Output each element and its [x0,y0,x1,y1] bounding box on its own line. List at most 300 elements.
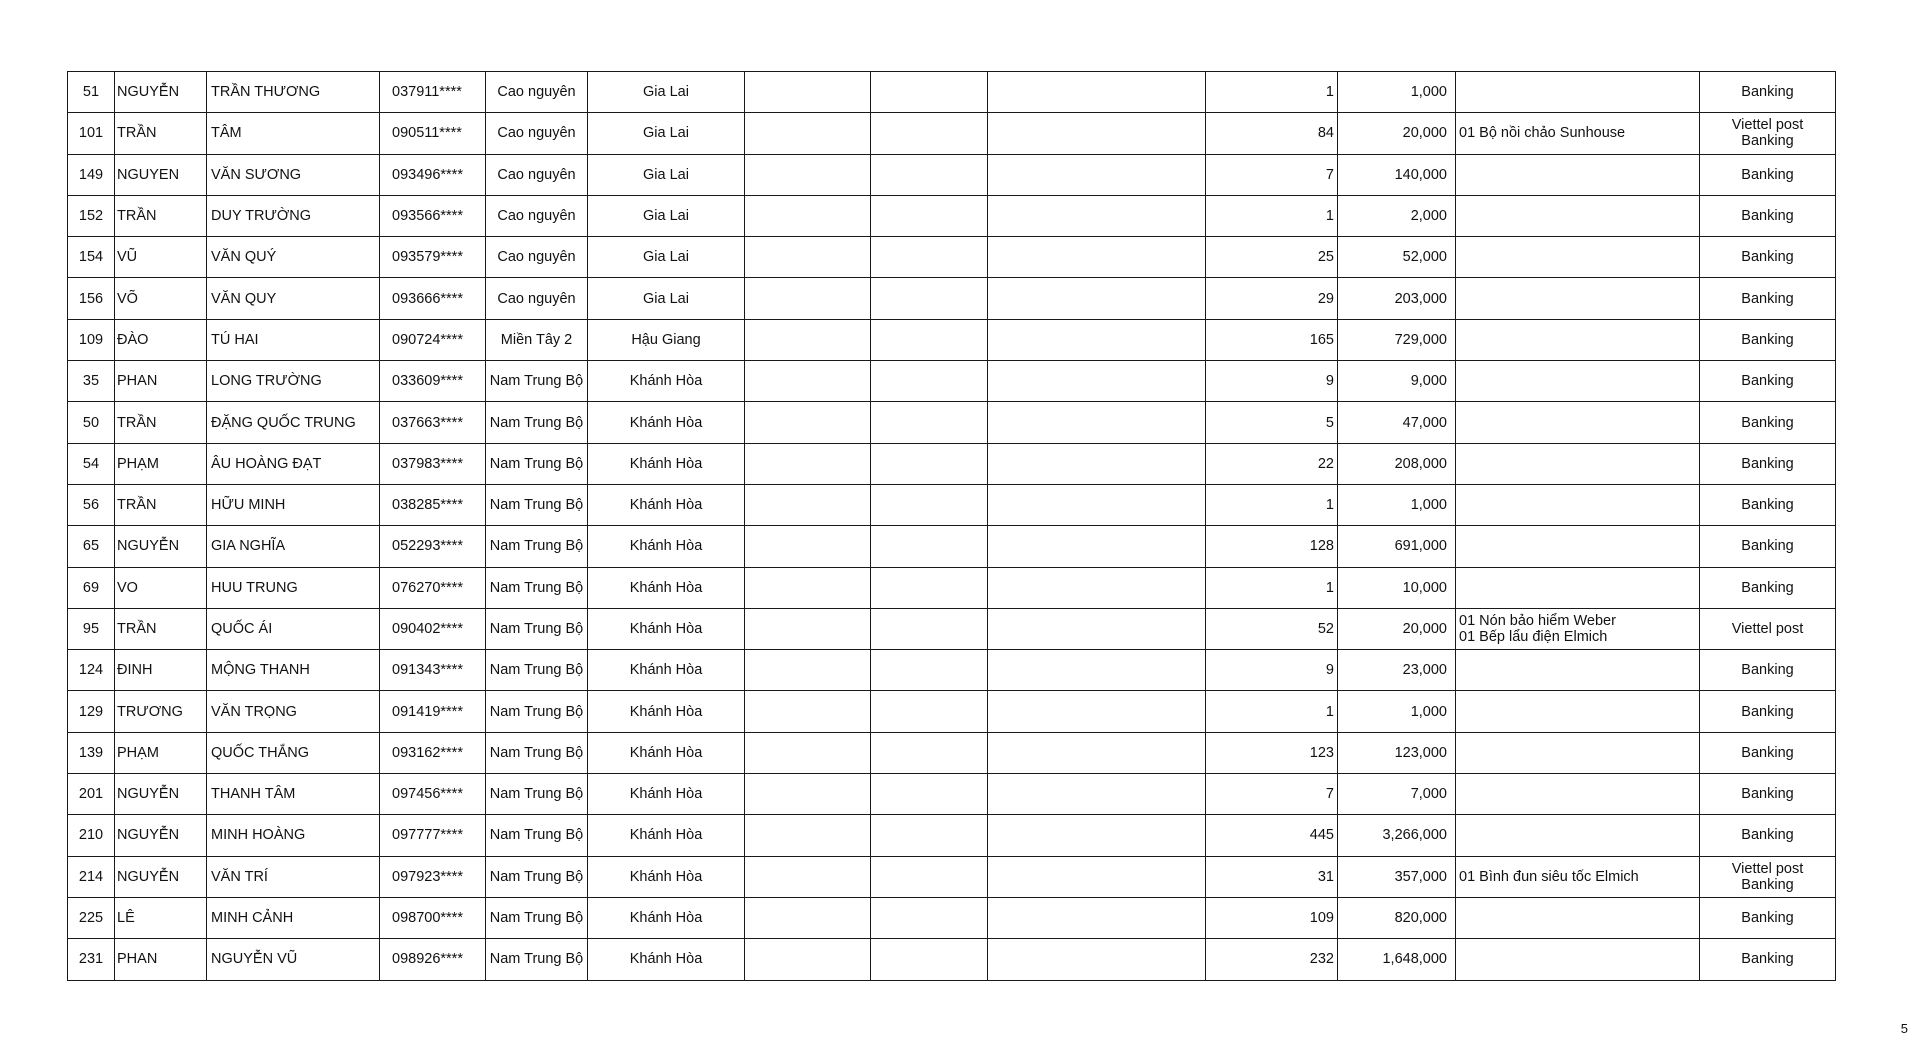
payment-method-cell [1700,608,1836,649]
first-name-cell: VĂN TRÍ [207,856,380,897]
amount-cell: 123,000 [1338,732,1456,773]
quantity-cell: 232 [1206,939,1338,980]
last-name-cell: NGUYỄN [115,856,207,897]
empty-cell-cell [871,567,988,608]
row-index-cell: 69 [68,567,115,608]
empty-cell-cell [988,732,1206,773]
region-cell: Cao nguyên [486,154,588,195]
empty-cell-cell [745,774,871,815]
empty-cell-cell [745,195,871,236]
province-cell: Gia Lai [588,154,745,195]
payment-method-cell [1700,691,1836,732]
empty-cell-cell [745,650,871,691]
row-index-cell: 149 [68,154,115,195]
empty-cell-cell [988,856,1206,897]
payment-line: Banking [1741,290,1794,307]
payment-method-cell [1700,856,1836,897]
gift-cell [1456,72,1700,113]
province-cell: Khánh Hòa [588,608,745,649]
province-cell: Gia Lai [588,72,745,113]
region-cell: Nam Trung Bộ [486,567,588,608]
quantity-cell: 9 [1206,650,1338,691]
payment-line: Viettel post [1731,621,1804,637]
region-cell: Nam Trung Bộ [486,361,588,402]
region-cell: Nam Trung Bộ [486,774,588,815]
empty-cell-cell [988,154,1206,195]
gift-cell [1456,526,1700,567]
region-cell: Nam Trung Bộ [486,443,588,484]
page-number: 5 [1900,1021,1908,1036]
quantity-cell: 5 [1206,402,1338,443]
payment-method-cell [1700,402,1836,443]
row-index-cell: 109 [68,319,115,360]
quantity-cell: 31 [1206,856,1338,897]
empty-cell-cell [988,608,1206,649]
gift-cell [1456,402,1700,443]
province-cell: Khánh Hòa [588,774,745,815]
gift-cell [1456,195,1700,236]
gift-cell [1456,113,1700,154]
payment-method-cell [1700,897,1836,938]
payment-line: Banking [1741,455,1794,472]
first-name-cell: TRẦN THƯƠNG [207,72,380,113]
first-name-cell: MINH HOÀNG [207,815,380,856]
phone-number-cell: 090724**** [380,319,486,360]
empty-cell-cell [871,774,988,815]
payment-method-cell [1700,195,1836,236]
province-cell: Gia Lai [588,195,745,236]
payment-method-cell [1700,526,1836,567]
province-cell: Khánh Hòa [588,815,745,856]
province-cell: Khánh Hòa [588,402,745,443]
row-index-cell: 225 [68,897,115,938]
last-name-cell: VO [115,567,207,608]
last-name-cell: TRẦN [115,113,207,154]
province-cell: Khánh Hòa [588,732,745,773]
empty-cell-cell [871,154,988,195]
region-cell: Nam Trung Bộ [486,939,588,980]
gift-cell [1456,567,1700,608]
table-row [68,278,1836,319]
payment-method-cell [1700,443,1836,484]
payment-method-cell [1700,774,1836,815]
phone-number-cell: 093666**** [380,278,486,319]
empty-cell-cell [871,897,988,938]
table-row [68,567,1836,608]
row-index-cell: 156 [68,278,115,319]
payment-line: Viettel post [1731,117,1804,134]
empty-cell-cell [745,154,871,195]
province-cell: Gia Lai [588,237,745,278]
empty-cell-cell [871,72,988,113]
row-index-cell: 50 [68,402,115,443]
last-name-cell: NGUYEN [115,154,207,195]
quantity-cell: 22 [1206,443,1338,484]
last-name-cell: VÕ [115,278,207,319]
last-name-cell: VŨ [115,237,207,278]
winners-table [67,71,1836,981]
empty-cell-cell [871,278,988,319]
quantity-cell: 445 [1206,815,1338,856]
empty-cell-cell [745,278,871,319]
empty-cell-cell [871,608,988,649]
gift-cell [1456,608,1700,649]
empty-cell-cell [871,195,988,236]
quantity-cell: 25 [1206,237,1338,278]
quantity-cell: 1 [1206,484,1338,525]
province-cell: Khánh Hòa [588,361,745,402]
province-cell: Khánh Hòa [588,443,745,484]
last-name-cell: TRẦN [115,195,207,236]
first-name-cell: NGUYỄN VŨ [207,939,380,980]
amount-cell: 52,000 [1338,237,1456,278]
row-index-cell: 139 [68,732,115,773]
payment-method-cell [1700,650,1836,691]
first-name-cell: VĂN TRỌNG [207,691,380,732]
empty-cell-cell [988,113,1206,154]
payment-line: Banking [1741,910,1794,927]
phone-number-cell: 097777**** [380,815,486,856]
empty-cell-cell [988,484,1206,525]
table-row [68,402,1836,443]
region-cell: Cao nguyên [486,72,588,113]
payment-line: Banking [1741,951,1794,968]
row-index-cell: 124 [68,650,115,691]
empty-cell-cell [988,939,1206,980]
phone-number-cell: 091419**** [380,691,486,732]
empty-cell-cell [745,939,871,980]
gift-line: 01 Bếp lẩu điện Elmich [1459,629,1608,645]
gift-cell [1456,278,1700,319]
amount-cell: 208,000 [1338,443,1456,484]
amount-cell: 1,000 [1338,691,1456,732]
region-cell: Nam Trung Bộ [486,732,588,773]
phone-number-cell: 090402**** [380,608,486,649]
quantity-cell: 52 [1206,608,1338,649]
quantity-cell: 7 [1206,154,1338,195]
empty-cell-cell [745,319,871,360]
empty-cell-cell [871,526,988,567]
amount-cell: 20,000 [1338,608,1456,649]
payment-line: Banking [1741,373,1794,390]
table-row [68,237,1836,278]
table-body [68,72,1836,981]
empty-cell-cell [745,361,871,402]
empty-cell-cell [988,691,1206,732]
table-row [68,443,1836,484]
province-cell: Khánh Hòa [588,856,745,897]
row-index-cell: 54 [68,443,115,484]
gift-line: 01 Bộ nồi chảo Sunhouse [1459,125,1626,142]
first-name-cell: ÂU HOÀNG ĐẠT [207,443,380,484]
phone-number-cell: 097456**** [380,774,486,815]
payment-line: Banking [1741,497,1794,514]
last-name-cell: TRẦN [115,402,207,443]
table-row [68,691,1836,732]
gift-line: 01 Nón bảo hiểm Weber [1459,613,1616,629]
payment-method-cell [1700,154,1836,195]
table-row [68,608,1836,649]
amount-cell: 1,000 [1338,484,1456,525]
amount-cell: 140,000 [1338,154,1456,195]
empty-cell-cell [871,691,988,732]
gift-cell [1456,691,1700,732]
province-cell: Khánh Hòa [588,691,745,732]
last-name-cell: TRƯƠNG [115,691,207,732]
row-index-cell: 56 [68,484,115,525]
payment-line: Banking [1741,84,1794,101]
amount-cell: 7,000 [1338,774,1456,815]
amount-cell: 23,000 [1338,650,1456,691]
table-row [68,939,1836,980]
empty-cell-cell [988,650,1206,691]
table-row [68,361,1836,402]
gift-cell [1456,815,1700,856]
payment-line: Banking [1741,414,1794,431]
empty-cell-cell [988,319,1206,360]
empty-cell-cell [871,939,988,980]
province-cell: Khánh Hòa [588,526,745,567]
payment-method-cell [1700,278,1836,319]
quantity-cell: 109 [1206,897,1338,938]
empty-cell-cell [871,443,988,484]
empty-cell-cell [871,856,988,897]
last-name-cell: ĐÀO [115,319,207,360]
amount-cell: 820,000 [1338,897,1456,938]
table-row [68,484,1836,525]
first-name-cell: TÚ HAI [207,319,380,360]
province-cell: Khánh Hòa [588,939,745,980]
quantity-cell: 1 [1206,691,1338,732]
gift-cell [1456,154,1700,195]
gift-line: 01 Bình đun siêu tốc Elmich [1459,868,1639,885]
amount-cell: 691,000 [1338,526,1456,567]
payment-line: Banking [1741,703,1794,720]
empty-cell-cell [745,526,871,567]
quantity-cell: 1 [1206,567,1338,608]
table-row [68,113,1836,154]
row-index-cell: 35 [68,361,115,402]
quantity-cell: 9 [1206,361,1338,402]
quantity-cell: 123 [1206,732,1338,773]
last-name-cell: PHẠM [115,443,207,484]
empty-cell-cell [988,774,1206,815]
amount-cell: 2,000 [1338,195,1456,236]
empty-cell-cell [871,319,988,360]
row-index-cell: 65 [68,526,115,567]
quantity-cell: 29 [1206,278,1338,319]
row-index-cell: 95 [68,608,115,649]
empty-cell-cell [871,402,988,443]
amount-cell: 3,266,000 [1338,815,1456,856]
gift-cell [1456,774,1700,815]
quantity-cell: 7 [1206,774,1338,815]
empty-cell-cell [988,237,1206,278]
table-row [68,154,1836,195]
amount-cell: 357,000 [1338,856,1456,897]
region-cell: Cao nguyên [486,113,588,154]
gift-cell [1456,237,1700,278]
first-name-cell: ĐẶNG QUỐC TRUNG [207,402,380,443]
last-name-cell: TRẦN [115,484,207,525]
row-index-cell: 214 [68,856,115,897]
province-cell: Khánh Hòa [588,897,745,938]
last-name-cell: NGUYỄN [115,774,207,815]
province-cell: Hậu Giang [588,319,745,360]
first-name-cell: MINH CẢNH [207,897,380,938]
empty-cell-cell [988,402,1206,443]
first-name-cell: VĂN QUÝ [207,237,380,278]
empty-cell-cell [745,815,871,856]
last-name-cell: ĐINH [115,650,207,691]
payment-method-cell [1700,237,1836,278]
payment-line: Banking [1741,249,1794,266]
phone-number-cell: 098700**** [380,897,486,938]
first-name-cell: HUU TRUNG [207,567,380,608]
payment-method-cell [1700,72,1836,113]
last-name-cell: PHAN [115,361,207,402]
payment-method-cell [1700,484,1836,525]
region-cell: Nam Trung Bộ [486,691,588,732]
payment-method-cell [1700,732,1836,773]
amount-cell: 1,648,000 [1338,939,1456,980]
table-row [68,526,1836,567]
payment-line: Banking [1741,827,1794,844]
payment-line: Banking [1741,166,1794,183]
phone-number-cell: 093162**** [380,732,486,773]
empty-cell-cell [988,443,1206,484]
empty-cell-cell [745,691,871,732]
gift-cell [1456,897,1700,938]
region-cell: Nam Trung Bộ [486,897,588,938]
last-name-cell: PHẠM [115,732,207,773]
table-row [68,774,1836,815]
empty-cell-cell [871,237,988,278]
region-cell: Nam Trung Bộ [486,650,588,691]
last-name-cell: PHAN [115,939,207,980]
empty-cell-cell [988,567,1206,608]
last-name-cell: NGUYỄN [115,72,207,113]
last-name-cell: TRẦN [115,608,207,649]
phone-number-cell: 098926**** [380,939,486,980]
empty-cell-cell [871,113,988,154]
quantity-cell: 84 [1206,113,1338,154]
province-cell: Khánh Hòa [588,650,745,691]
empty-cell-cell [871,650,988,691]
amount-cell: 20,000 [1338,113,1456,154]
payment-line: Banking [1741,538,1794,555]
gift-cell [1456,732,1700,773]
phone-number-cell: 093496**** [380,154,486,195]
empty-cell-cell [745,732,871,773]
payment-line: Banking [1741,133,1794,150]
region-cell: Nam Trung Bộ [486,608,588,649]
payment-method-cell [1700,113,1836,154]
gift-cell [1456,856,1700,897]
empty-cell-cell [745,484,871,525]
first-name-cell: TÂM [207,113,380,154]
row-index-cell: 231 [68,939,115,980]
phone-number-cell: 037911**** [380,72,486,113]
empty-cell-cell [988,361,1206,402]
gift-cell [1456,319,1700,360]
region-cell: Nam Trung Bộ [486,815,588,856]
amount-cell: 203,000 [1338,278,1456,319]
first-name-cell: QUỐC THẮNG [207,732,380,773]
last-name-cell: NGUYỄN [115,815,207,856]
empty-cell-cell [745,567,871,608]
phone-number-cell: 097923**** [380,856,486,897]
table-row [68,856,1836,897]
empty-cell-cell [745,897,871,938]
payment-method-cell [1700,939,1836,980]
region-cell: Cao nguyên [486,278,588,319]
empty-cell-cell [871,732,988,773]
table-row [68,815,1836,856]
region-cell: Nam Trung Bộ [486,484,588,525]
table-row [68,195,1836,236]
empty-cell-cell [988,897,1206,938]
phone-number-cell: 052293**** [380,526,486,567]
first-name-cell: HỮU MINH [207,484,380,525]
phone-number-cell: 090511**** [380,113,486,154]
payment-line: Banking [1741,876,1794,893]
phone-number-cell: 091343**** [380,650,486,691]
row-index-cell: 51 [68,72,115,113]
row-index-cell: 201 [68,774,115,815]
last-name-cell: NGUYỄN [115,526,207,567]
phone-number-cell: 038285**** [380,484,486,525]
payment-method-cell [1700,319,1836,360]
row-index-cell: 154 [68,237,115,278]
empty-cell-cell [745,237,871,278]
empty-cell-cell [745,113,871,154]
phone-number-cell: 076270**** [380,567,486,608]
amount-cell: 10,000 [1338,567,1456,608]
region-cell: Miền Tây 2 [486,319,588,360]
first-name-cell: LONG TRƯỜNG [207,361,380,402]
gift-cell [1456,361,1700,402]
empty-cell-cell [988,195,1206,236]
amount-cell: 47,000 [1338,402,1456,443]
payment-line: Banking [1741,331,1794,348]
amount-cell: 9,000 [1338,361,1456,402]
first-name-cell: QUỐC ÁI [207,608,380,649]
province-cell: Khánh Hòa [588,484,745,525]
gift-cell [1456,484,1700,525]
empty-cell-cell [988,815,1206,856]
payment-method-cell [1700,361,1836,402]
row-index-cell: 152 [68,195,115,236]
table-row [68,897,1836,938]
empty-cell-cell [871,815,988,856]
amount-cell: 729,000 [1338,319,1456,360]
payment-line: Banking [1741,662,1794,679]
first-name-cell: VĂN SƯƠNG [207,154,380,195]
province-cell: Gia Lai [588,113,745,154]
region-cell: Nam Trung Bộ [486,526,588,567]
empty-cell-cell [988,526,1206,567]
first-name-cell: MỘNG THANH [207,650,380,691]
phone-number-cell: 093566**** [380,195,486,236]
region-cell: Nam Trung Bộ [486,402,588,443]
gift-cell [1456,939,1700,980]
phone-number-cell: 033609**** [380,361,486,402]
gift-cell [1456,443,1700,484]
table-row [68,732,1836,773]
region-cell: Nam Trung Bộ [486,856,588,897]
table-row [68,72,1836,113]
